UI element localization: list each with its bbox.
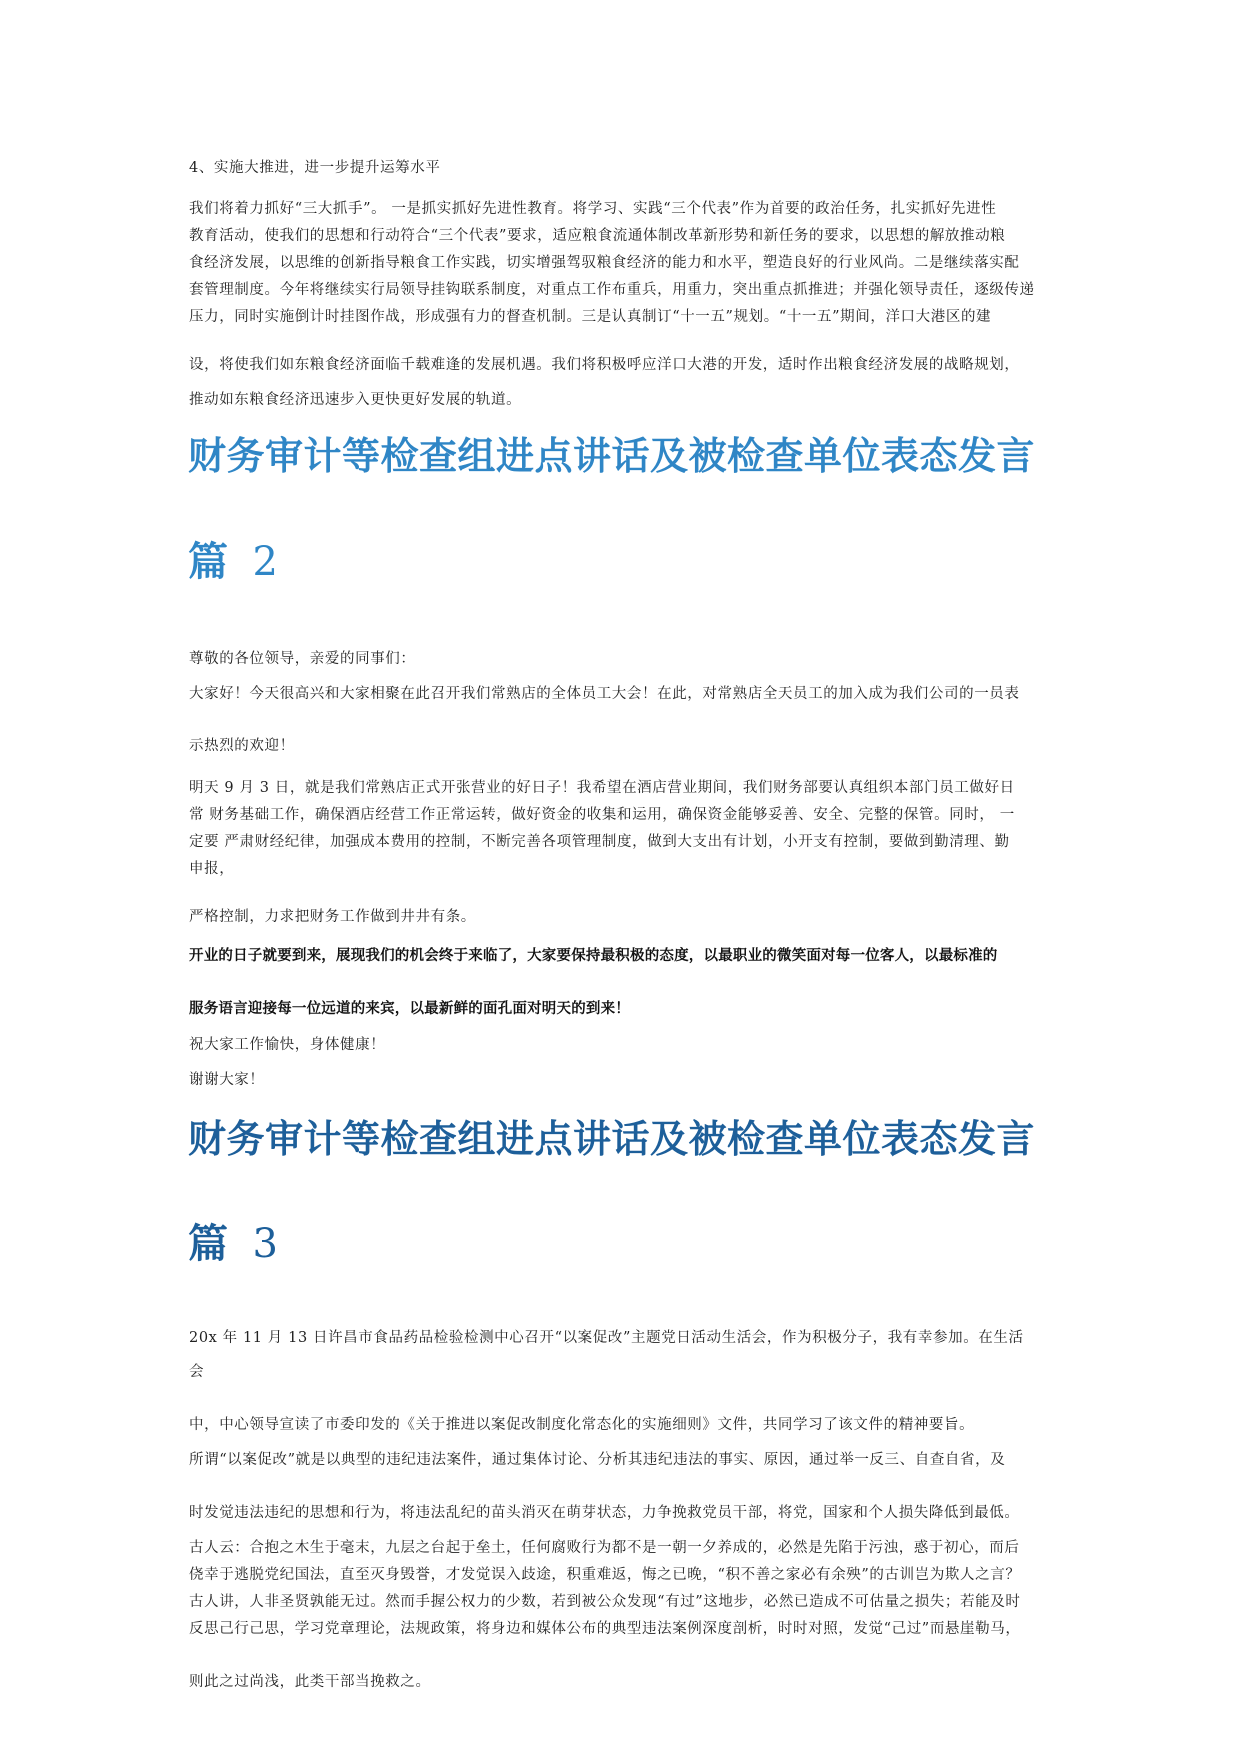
part-label: 篇 <box>188 1221 229 1267</box>
paragraph-line: 祝大家工作愉快，身体健康！ <box>189 1037 386 1053</box>
paragraph-line: 示热烈的欢迎！ <box>189 738 295 754</box>
paragraph-line: 古人云：合抱之木生于毫末，九层之台起于垒土，任何腐败行为都不是一朝一夕养成的，必然是先陷于污浊，惑于初心，而后 <box>189 1540 1020 1556</box>
paragraph-line: 大家好！今天很高兴和大家相聚在此召开我们常熟店的全体员工大会！在此，对常熟店全天员工的加入成为我们公司的一员表 <box>189 686 1020 702</box>
article-title: 财务审计等检查组进点讲话及被检查单位表态发言 <box>188 1117 1036 1161</box>
paragraph-line: 时发觉违法违纪的思想和行为，将违法乱纪的苗头消灭在萌芽状态，力争挽救党员干部，将党，国家和个人损失降低到最低。 <box>189 1505 1020 1521</box>
paragraph-line: 申报， <box>189 861 235 877</box>
paragraph-line: 侥幸于逃脱党纪国法，直至灭身毁誉，才发觉误入歧途，积重难返，悔之已晚，“积不善之家必有余殃”的古训岂为欺人之言？ <box>189 1567 1021 1583</box>
paragraph-line: 会 <box>189 1364 205 1380</box>
part-label: 篇 <box>188 539 229 585</box>
paragraph-line: 我们将着力抓好“三大抓手”。 一是抓实抓好先进性教育。将学习、实践“三个代表”作为首要的政治任务，扎实抓好先进性 <box>189 201 997 217</box>
paragraph-line-bold: 服务语言迎接每一位远道的来宾，以最新鲜的面孔面对明天的到来！ <box>189 1001 630 1017</box>
paragraph-line: 定要 严肃财经纪律，加强成本费用的控制，不断完善各项管理制度，做到大支出有计划，小开支有控制，要做到勤清理、勤 <box>189 834 1010 850</box>
paragraph-line: 套管理制度。今年将继续实行局领导挂钩联系制度，对重点工作布重兵，用重力，突出重点抓推进；并强化领导责任，逐级传递 <box>189 282 1035 298</box>
paragraph-line: 严格控制，力求把财务工作做到井井有条。 <box>189 909 476 925</box>
paragraph-line: 压力，同时实施倒计时挂图作战，形成强有力的督查机制。三是认真制订“十一五”规划。“十一五”期间，洋口大港区的建 <box>189 309 992 325</box>
paragraph-line: 明天 9 月 3 日，就是我们常熟店正式开张营业的好日子！我希望在酒店营业期间，我们财务部要认真组织本部门员工做好日 <box>189 780 1015 796</box>
paragraph-line: 古人讲，人非圣贤孰能无过。然而手握公权力的少数，若到被公众发现“有过”这地步，必然已造成不可估量之损失；若能及时 <box>189 1594 1021 1610</box>
paragraph-line: 20x 年 11 月 13 日许昌市食品药品检验检测中心召开“以案促改”主题党日活动生活会，作为积极分子，我有幸参加。在生活 <box>189 1330 1024 1346</box>
paragraph-line: 谢谢大家！ <box>189 1072 265 1088</box>
part-number: 2 <box>252 539 279 585</box>
section-subheading: 4、实施大推进，进一步提升运筹水平 <box>189 160 441 176</box>
article-part-heading <box>188 1212 278 1269</box>
article-title: 财务审计等检查组进点讲话及被检查单位表态发言 <box>188 434 1036 478</box>
article-part-heading <box>188 530 278 587</box>
paragraph-line-bold: 开业的日子就要到来，展现我们的机会终于来临了，大家要保持最积极的态度，以最职业的微笑面对每一位客人，以最标准的 <box>189 948 998 964</box>
paragraph-line: 反思己行己思，学习党章理论，法规政策，将身边和媒体公布的典型违法案例深度剖析，时时对照，发觉“己过”而悬崖勒马， <box>189 1621 1021 1637</box>
paragraph-line: 所谓“以案促改”就是以典型的违纪违法案件，通过集体讨论、分析其违纪违法的事实、原因，通过举一反三、自查自省，及 <box>189 1452 1006 1468</box>
paragraph-line: 则此之过尚浅，此类干部当挽救之。 <box>189 1674 431 1690</box>
paragraph-line: 设，将使我们如东粮食经济面临千载难逢的发展机遇。我们将积极呼应洋口大港的开发，适时作出粮食经济发展的战略规划， <box>189 357 1020 373</box>
salutation: 尊敬的各位领导，亲爱的同事们： <box>189 651 416 667</box>
paragraph-line: 推动如东粮食经济迅速步入更快更好发展的轨道。 <box>189 392 522 408</box>
paragraph-line: 教育活动，使我们的思想和行动符合“三个代表”要求，适应粮食流通体制改革新形势和新任务的要求，以思想的解放推动粮 <box>189 228 1006 244</box>
part-number: 3 <box>252 1221 279 1267</box>
paragraph-line: 食经济发展，以思维的创新指导粮食工作实践，切实增强驾驭粮食经济的能力和水平，塑造良好的行业风尚。二是继续落实配 <box>189 255 1020 271</box>
paragraph-line: 中，中心领导宣读了市委印发的《关于推进以案促改制度化常态化的实施细则》文件，共同学习了该文件的精神要旨。 <box>189 1417 975 1433</box>
paragraph-line: 常 财务基础工作，确保酒店经营工作正常运转，做好资金的收集和运用，确保资金能够妥善、安全、完整的保管。同时， 一 <box>189 807 1015 823</box>
